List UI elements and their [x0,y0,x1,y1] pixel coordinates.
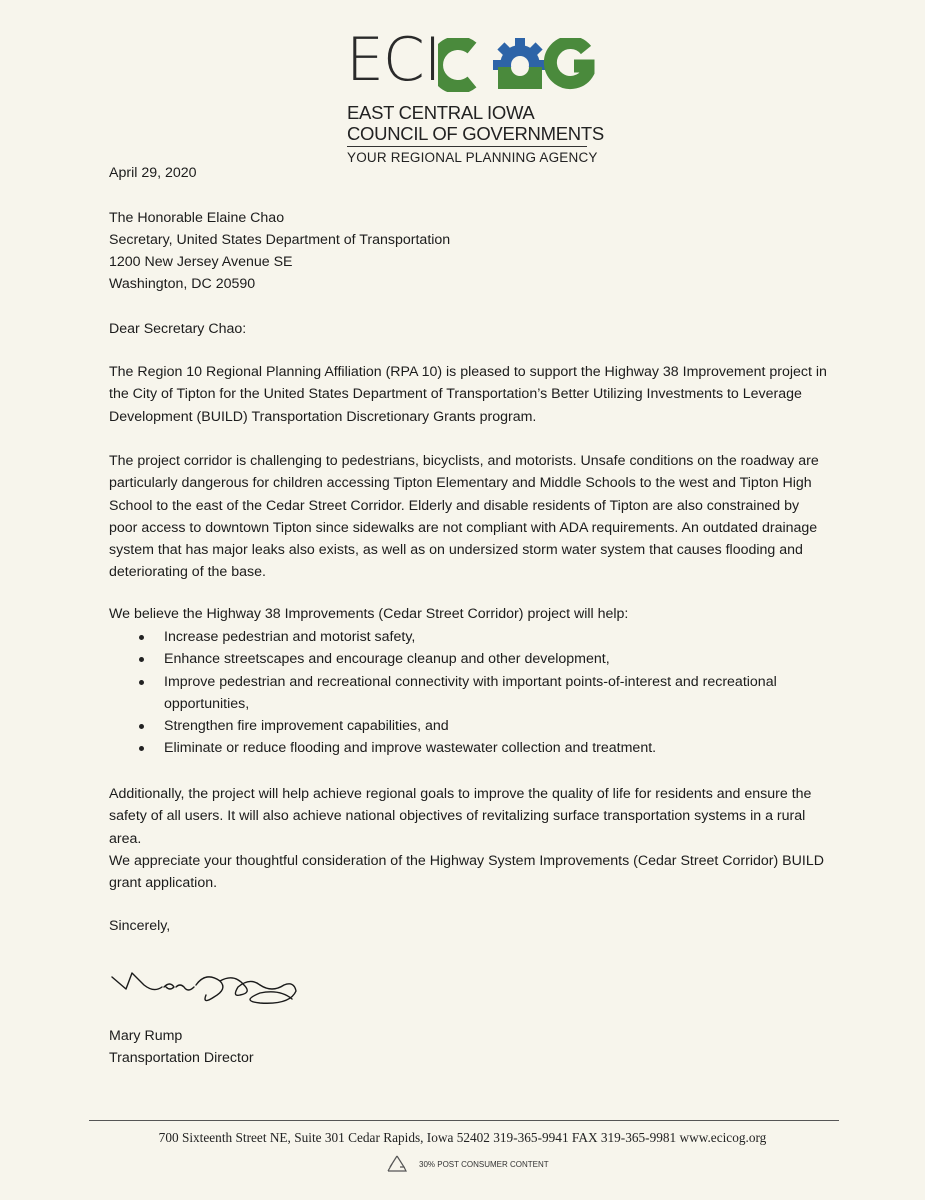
salutation: Dear Secretary Chao: [109,321,247,337]
list-item-text: Eliminate or reduce flooding and improve wastewater collection and treatment. [164,740,657,757]
list-item [109,626,829,648]
footer-address: 700 Sixteenth Street NE, Suite 301 Cedar Rapids, Iowa 52402 319-365-9941 FAX 319-365-9981 www.ecicog.org [158,1130,767,1145]
list-item [109,715,829,737]
org-tagline: YOUR REGIONAL PLANNING AGENCY [347,150,598,165]
recipient-city: Washington, DC 20590 [109,276,256,292]
recycle-note: 30% POST CONSUMER CONTENT [419,1160,549,1169]
bullet-icon [139,657,144,662]
bullet-icon [139,635,144,640]
logo-eci-text: ECI [346,25,441,95]
paragraph-intro: The Region 10 Regional Planning Affiliation (RPA 10) is pleased to support the Highway 38 Improvement project in the City of Tipton for the United States Department of Transportation’s Better Utilizing Investments to Leverage Development (BUILD) Transportation Discretionary Grants program. [109,364,827,425]
recipient-name: The Honorable Elaine Chao [109,210,285,226]
ecicog-logo [346,25,606,96]
recipient-title: Secretary, United States Department of Transportation [109,232,451,248]
benefits-list [109,626,829,760]
list-item-text: Increase pedestrian and motorist safety, [164,629,416,645]
signer-name: Mary Rump [109,1028,183,1044]
paragraph-appreciation: We appreciate your thoughtful consideration of the Highway System Improvements (Cedar Street Corridor) BUILD grant application. [109,853,824,892]
list-item [109,671,829,716]
letter-date: April 29, 2020 [109,165,197,181]
bullet-icon [139,746,144,751]
recipient-street: 1200 New Jersey Avenue SE [109,254,293,270]
closing: Sincerely, [109,918,171,934]
org-name-line2: COUNCIL OF GOVERNMENTS [347,123,604,144]
handwritten-signature [110,963,310,1015]
bullet-icon [139,724,144,729]
paragraph-belief: We believe the Highway 38 Improvements (Cedar Street Corridor) project will help: [109,606,629,622]
org-name-line1: EAST CENTRAL IOWA [347,102,535,123]
list-item-text: Enhance streetscapes and encourage cleanup and other development, [164,651,610,668]
list-item-text: Strengthen fire improvement capabilities, and [164,718,449,735]
list-item [109,648,829,670]
recycle-icon [382,1153,412,1177]
logo-cog-mark [438,38,598,92]
list-item [109,737,829,759]
paragraph-additionally: Additionally, the project will help achieve regional goals to improve the quality of life for residents and ensure the safety of all users. It will also achieve national objectives of revitalizing surface transportation systems in a rural area. [109,786,812,847]
footer-divider [89,1120,839,1121]
bullet-icon [139,680,144,685]
signer-title: Transportation Director [109,1050,254,1066]
list-item-text: Improve pedestrian and recreational connectivity with important points-of-interest and recreational opportunities, [164,673,777,712]
paragraph-corridor: The project corridor is challenging to pedestrians, bicyclists, and motorists. Unsafe conditions on the roadway are particularly dangerous for children accessing Tipton Elementary and Middle Schools to the west and Tipton High School to the east of the Cedar Street Corridor. Elderly and disable residents of Tipton are also constrained by poor access to downtown Tipton since sidewalks are not compliant with ADA requirements. An outdated drainage system that has major leaks also exists, as well as on undersized storm water system that causes flooding and deteriorating of the base. [109,453,819,581]
letterhead-divider [347,146,587,147]
